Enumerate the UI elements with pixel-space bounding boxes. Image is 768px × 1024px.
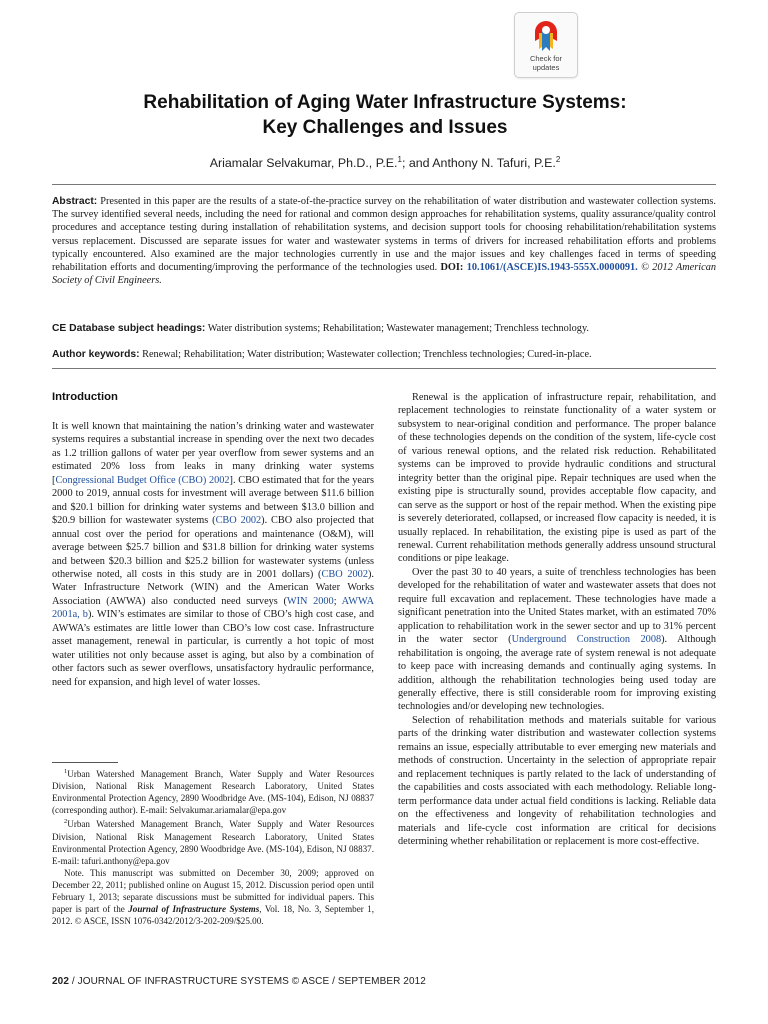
- body-paragraph: Renewal is the application of infrastructure repair, rehabilitation, and replacement technologies to reinstate functionality of a water system or subsystem to near-original condition and performance. The proper balance of these technologies depends on the condition of the system, life-cycle cost of various renewal options, and the related risk reduction. Rehabilitated systems can be improved to provide hydraulic conditions and structural integrity better than the original pipe. Repair techniques are used when the existing pipe is structurally sound, provides acceptable flow capacity, and can serve as the support or host of the repair method. When the existing pipe is severely deteriorated, collapsed, or increased flow capacity is needed, it is usually replaced. In rehabilitation, the existing pipe is used as part of the renewal. Current rehabilitation methods generally address unsound structural conditions or pipe leakage.: [398, 392, 716, 565]
- article-title: Rehabilitation of Aging Water Infrastructure Systems: Key Challenges and Issues: [143, 92, 627, 138]
- author-keywords: Author keywords: Renewal; Rehabilitation; Water distribution; Wastewater collection; Trenchless technologies; Cured-in-place.: [52, 349, 592, 360]
- check-for-updates-badge[interactable]: [514, 12, 578, 78]
- abstract-bottom-rule: [52, 368, 716, 369]
- citation-link[interactable]: AWWA 2001a, b: [52, 595, 374, 621]
- right-column: [398, 391, 716, 848]
- citation-link[interactable]: CBO 2002: [215, 515, 262, 527]
- abstract: Abstract: Presented in this paper are the results of a state-of-the-practice survey on the rehabilitation of water distribution and wastewater collection systems. The survey identified several needs, including the need for rational and common design approaches for rehabilitation systems, quality assurance/quality control procedures and acceptance testing during installation of rehabilitation systems, and decision support tools for choosing rehabilitation/rehabilitation systems versus replacement. Discussed are separate issues for water and wastewater systems in terms of drivers for increased rehabilitation efforts and problems typically encountered. Also examined are the major technologies currently in use and the major issues and key challenges faced in terms of speeding rehabilitation efforts and documenting/improving the performance of the technologies used. DOI: 10.1061/(ASCE)IS.1943-555X.0000091. © 2012 American Society of Civil Engineers.: [52, 196, 716, 287]
- page-footer: 202 / JOURNAL OF INFRASTRUCTURE SYSTEMS © ASCE / SEPTEMBER 2012: [52, 976, 426, 987]
- footnote-rule: [52, 762, 118, 763]
- citation-link[interactable]: Underground Construction 2008: [511, 634, 662, 646]
- footnote-2: $^2$Urban Watershed Management Branch, Water Supply and Water Resources Division, National Risk Management Research Laboratory, United States Environmental Protection Agency, 2890 Woodbridge Ave. (MS-104), Edison, NJ 08837. E-mail: tafuri.anthony@epa.gov: [52, 818, 374, 866]
- intro-paragraph-1: It is well known that maintaining the nation’s drinking water and wastewater systems requires a substantial increase in spending over the next two decades as 1.2 trillion gallons of water per year overflow from sewer systems and an estimated 20% loss from leaks in many drinking water systems [Congressional Budget Office (CBO) 2002]. CBO estimated that for the years 2000 to 2019, annual costs for investment will average between $11.6 billion and $20.1 billion for drinking water systems and between $13.0 billion and $20.9 billion for wastewater systems (CBO 2002). CBO also projected that annual cost over the period for operations and maintenance (O&M), will average between $25.7 billion and $31.8 billion for drinking water systems and between $20.3 billion and $25.2 billion for wastewater systems (unless otherwise noted, all costs in this study are in 2001 dollars) (CBO 2002). Water Infrastructure Network (WIN) and the American Water Works Association (AWWA) also conducted need surveys (WIN 2000; AWWA 2001a, b). WIN’s estimates are similar to those of CBO’s high cost case, and AWWA’s estimates are little lower than CBO’s low cost case. Infrastructure asset management, renewal in particular, is currently a hot topic of most water utilities not only because asset is aging, but also by a combination of other factors such as sewer overflows, unsatisfactory hydraulic performance, need for expansion, and high level of water losses.: [52, 421, 374, 688]
- footnote-1: $^1$Urban Watershed Management Branch, Water Supply and Water Resources Division, National Risk Management Research Laboratory, United States Environmental Protection Agency, 2890 Woodbridge Ave. (MS-104), Edison, NJ 08837 (corresponding author). E-mail: Selvakumar.ariamalar@epa.gov: [52, 768, 374, 816]
- doi-link[interactable]: 10.1061/(ASCE)IS.1943-555X.0000091.: [463, 262, 638, 274]
- page-number: 202: [52, 976, 69, 987]
- author-list: Ariamalar Selvakumar, Ph.D., P.E.$^1$; and Anthony N. Tafuri, P.E.$^2$: [209, 155, 561, 171]
- check-for-updates-icon: [533, 19, 559, 53]
- abstract-top-rule: [52, 184, 716, 185]
- citation-link[interactable]: CBO 2002: [321, 568, 368, 580]
- citation-link[interactable]: WIN 2000: [286, 595, 334, 607]
- section-heading-introduction: Introduction: [52, 391, 118, 403]
- badge-label: Check for updates: [529, 54, 563, 72]
- subject-headings: CE Database subject headings: Water distribution systems; Rehabilitation; Wastewater management; Trenchless technology.: [52, 323, 590, 334]
- manuscript-note: Note. This manuscript was submitted on December 30, 2009; approved on December 22, 2011; published online on August 15, 2012. Discussion period open until February 1, 2013; separate discussions must be submitted for individual papers. This paper is part of the Journal of Infrastructure Systems, Vol. 18, No. 3, September 1, 2012. © ASCE, ISSN 1076-0342/2012/3-202-209/$25.00.: [52, 867, 375, 927]
- body-paragraph: Over the past 30 to 40 years, a suite of trenchless technologies has been developed for the rehabilitation of water and wastewater assets that does not require full excavation and replacement. These technologies have made a significant penetration into the United States market, with an estimated 70% application to rehabilitation work in the sewer sector and up to 31% percent in the water sector (Underground Construction 2008). Although rehabilitation is ongoing, the average rate of system renewal is not adequate to keep pace with increasing demands and continually aging systems. In addition, although the rehabilitation technologies being used today are generally effective, there is still considerable room for improving existing technologies and/or developing new technologies.: [398, 566, 716, 713]
- left-column: [52, 420, 374, 689]
- author-1: Ariamalar Selvakumar, Ph.D., P.E.: [209, 156, 398, 171]
- author-2: ; and Anthony N. Tafuri, P.E.: [401, 156, 556, 171]
- citation-link[interactable]: Congressional Budget Office (CBO) 2002: [55, 474, 230, 486]
- body-paragraph: Selection of rehabilitation methods and materials suitable for various parts of the drinking water distribution and wastewater collection systems remains an issue, especially attributable to ever emerging new materials and methods of construction. Uncertainty in the selection of appropriate repair and replacement techniques is partly related to the lack of understanding of the capabilities and costs associated with each methodology. Reliable long-term performance data under actual field conditions is lacking. Reliable data on the effectiveness and longevity of rehabilitation technologies and materials and life-cycle cost information are critical for decisions determining whether rehabilitation or replacement is more cost-effective.: [398, 714, 716, 847]
- footnotes: [52, 766, 374, 927]
